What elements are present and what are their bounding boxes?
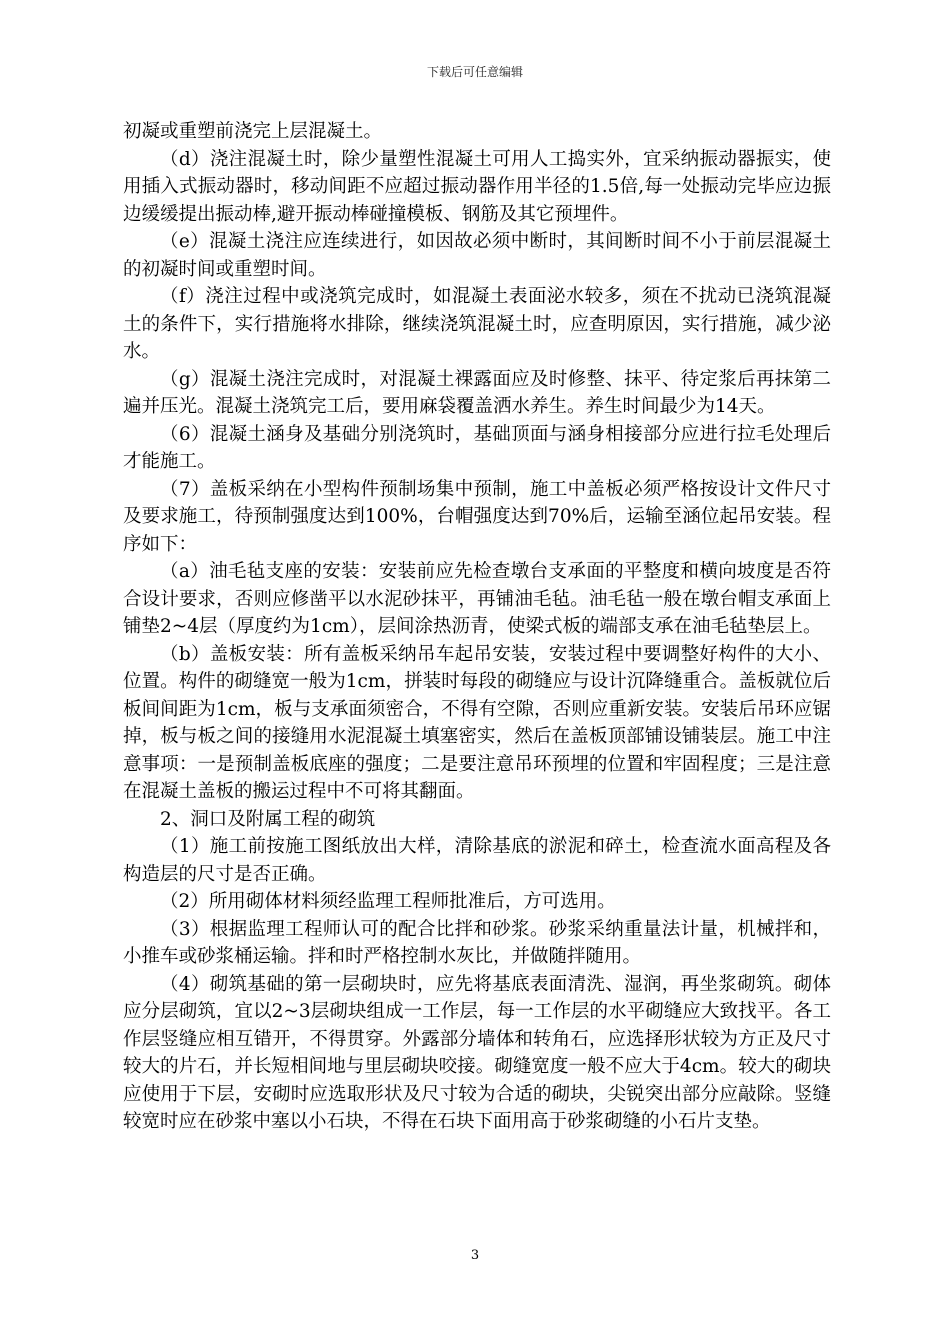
paragraph: （6）混凝土涵身及基础分别浇筑时，基础顶面与涵身相接部分应进行拉毛处理后才能施工。 (123, 423, 831, 472)
paragraph: （a）油毛毡支座的安装：安装前应先检查墩台支承面的平整度和横向坡度是否符合设计要求，否则应修凿平以水泥砂抹平，再铺油毛毡。油毛毡一般在墩台帽支承面上铺垫2~4层（厚度约为1cm），层间涂热沥青，使梁式板的端部支承在油毛毡垫层上。 (123, 561, 831, 637)
page-header: 下载后可任意编辑 (426, 65, 523, 79)
paragraph: （f）浇注过程中或浇筑完成时，如混凝土表面泌水较多，须在不扰动已浇筑混凝土的条件下，实行措施将水排除，继续浇筑混凝土时，应查明原因，实行措施，减少泌水。 (123, 286, 831, 362)
paragraph: （1）施工前按施工图纸放出大样，清除基底的淤泥和碎土，检查流水面高程及各构造层的尺寸是否正确。 (123, 836, 831, 885)
section-heading: 2、洞口及附属工程的砌筑 (160, 808, 376, 830)
paragraph: 初凝或重塑前浇完上层混凝土。 (123, 121, 383, 142)
document-body (123, 118, 831, 1136)
paragraph: （d）浇注混凝土时，除少量塑性混凝土可用人工捣实外，宜采纳振动器振实，使用插入式振动器时，移动间距不应超过振动器作用半径的1.5倍,每一处振动完毕应边振边缓缓提出振动棒,避开振动棒碰撞模板、钢筋及其它预埋件。 (123, 148, 831, 225)
paragraph: （4）砌筑基础的第一层砌块时，应先将基底表面清洗、湿润，再坐浆砌筑。砌体应分层砌筑，宜以2~3层砌块组成一工作层，每一工作层的水平砌缝应大致找平。各工作层竖缝应相互错开，不得贯穿。外露部分墙体和转角石，应选择形状较为方正及尺寸较大的片石，并长短相间地与里层砌块咬接。砌缝宽度一般不应大于4cm。较大的砌块应使用于下层，安砌时应选取形状及尺寸较为合适的砌块，尖锐突出部分应敲除。竖缝较宽时应在砂浆中塞以小石块，不得在石块下面用高于砂浆砌缝的小石片支垫。 (123, 973, 831, 1132)
paragraph: （3）根据监理工程师认可的配合比拌和砂浆。砂浆采纳重量法计量，机械拌和，小推车或砂浆桶运输。拌和时严格控制水灰比，并做随拌随用。 (123, 918, 831, 967)
paragraph: （7）盖板采纳在小型构件预制场集中预制，施工中盖板必须严格按设计文件尺寸及要求施工，待预制强度达到100%，台帽强度达到70%后，运输至涵位起吊安装。程序如下： (123, 478, 831, 555)
page-number: 3 (470, 1248, 480, 1263)
paragraph: （e）混凝土浇注应连续进行，如因故必须中断时，其间断时间不小于前层混凝土的初凝时间或重塑时间。 (123, 231, 831, 280)
paragraph: （g）混凝土浇注完成时，对混凝土裸露面应及时修整、抹平、待定浆后再抹第二遍并压光。混凝土浇筑完工后，要用麻袋覆盖洒水养生。养生时间最少为14天。 (123, 368, 831, 417)
paragraph: （b）盖板安装：所有盖板采纳吊车起吊安装，安装过程中要调整好构件的大小、位置。构件的砌缝宽一般为1cm，拼装时每段的砌缝应与设计沉降缝重合。盖板就位后板间间距为1cm，板与支承面须密合，不得有空隙，否则应重新安装。安装后吊环应锯掉，板与板之间的接缝用水泥混凝土填塞密实，然后在盖板顶部铺设铺装层。施工中注意事项：一是预制盖板底座的强度；二是要注意吊环预埋的位置和牢固程度；三是注意在混凝土盖板的搬运过程中不可将其翻面。 (123, 643, 831, 802)
paragraph: （2）所用砌体材料须经监理工程师批准后，方可选用。 (160, 891, 616, 912)
